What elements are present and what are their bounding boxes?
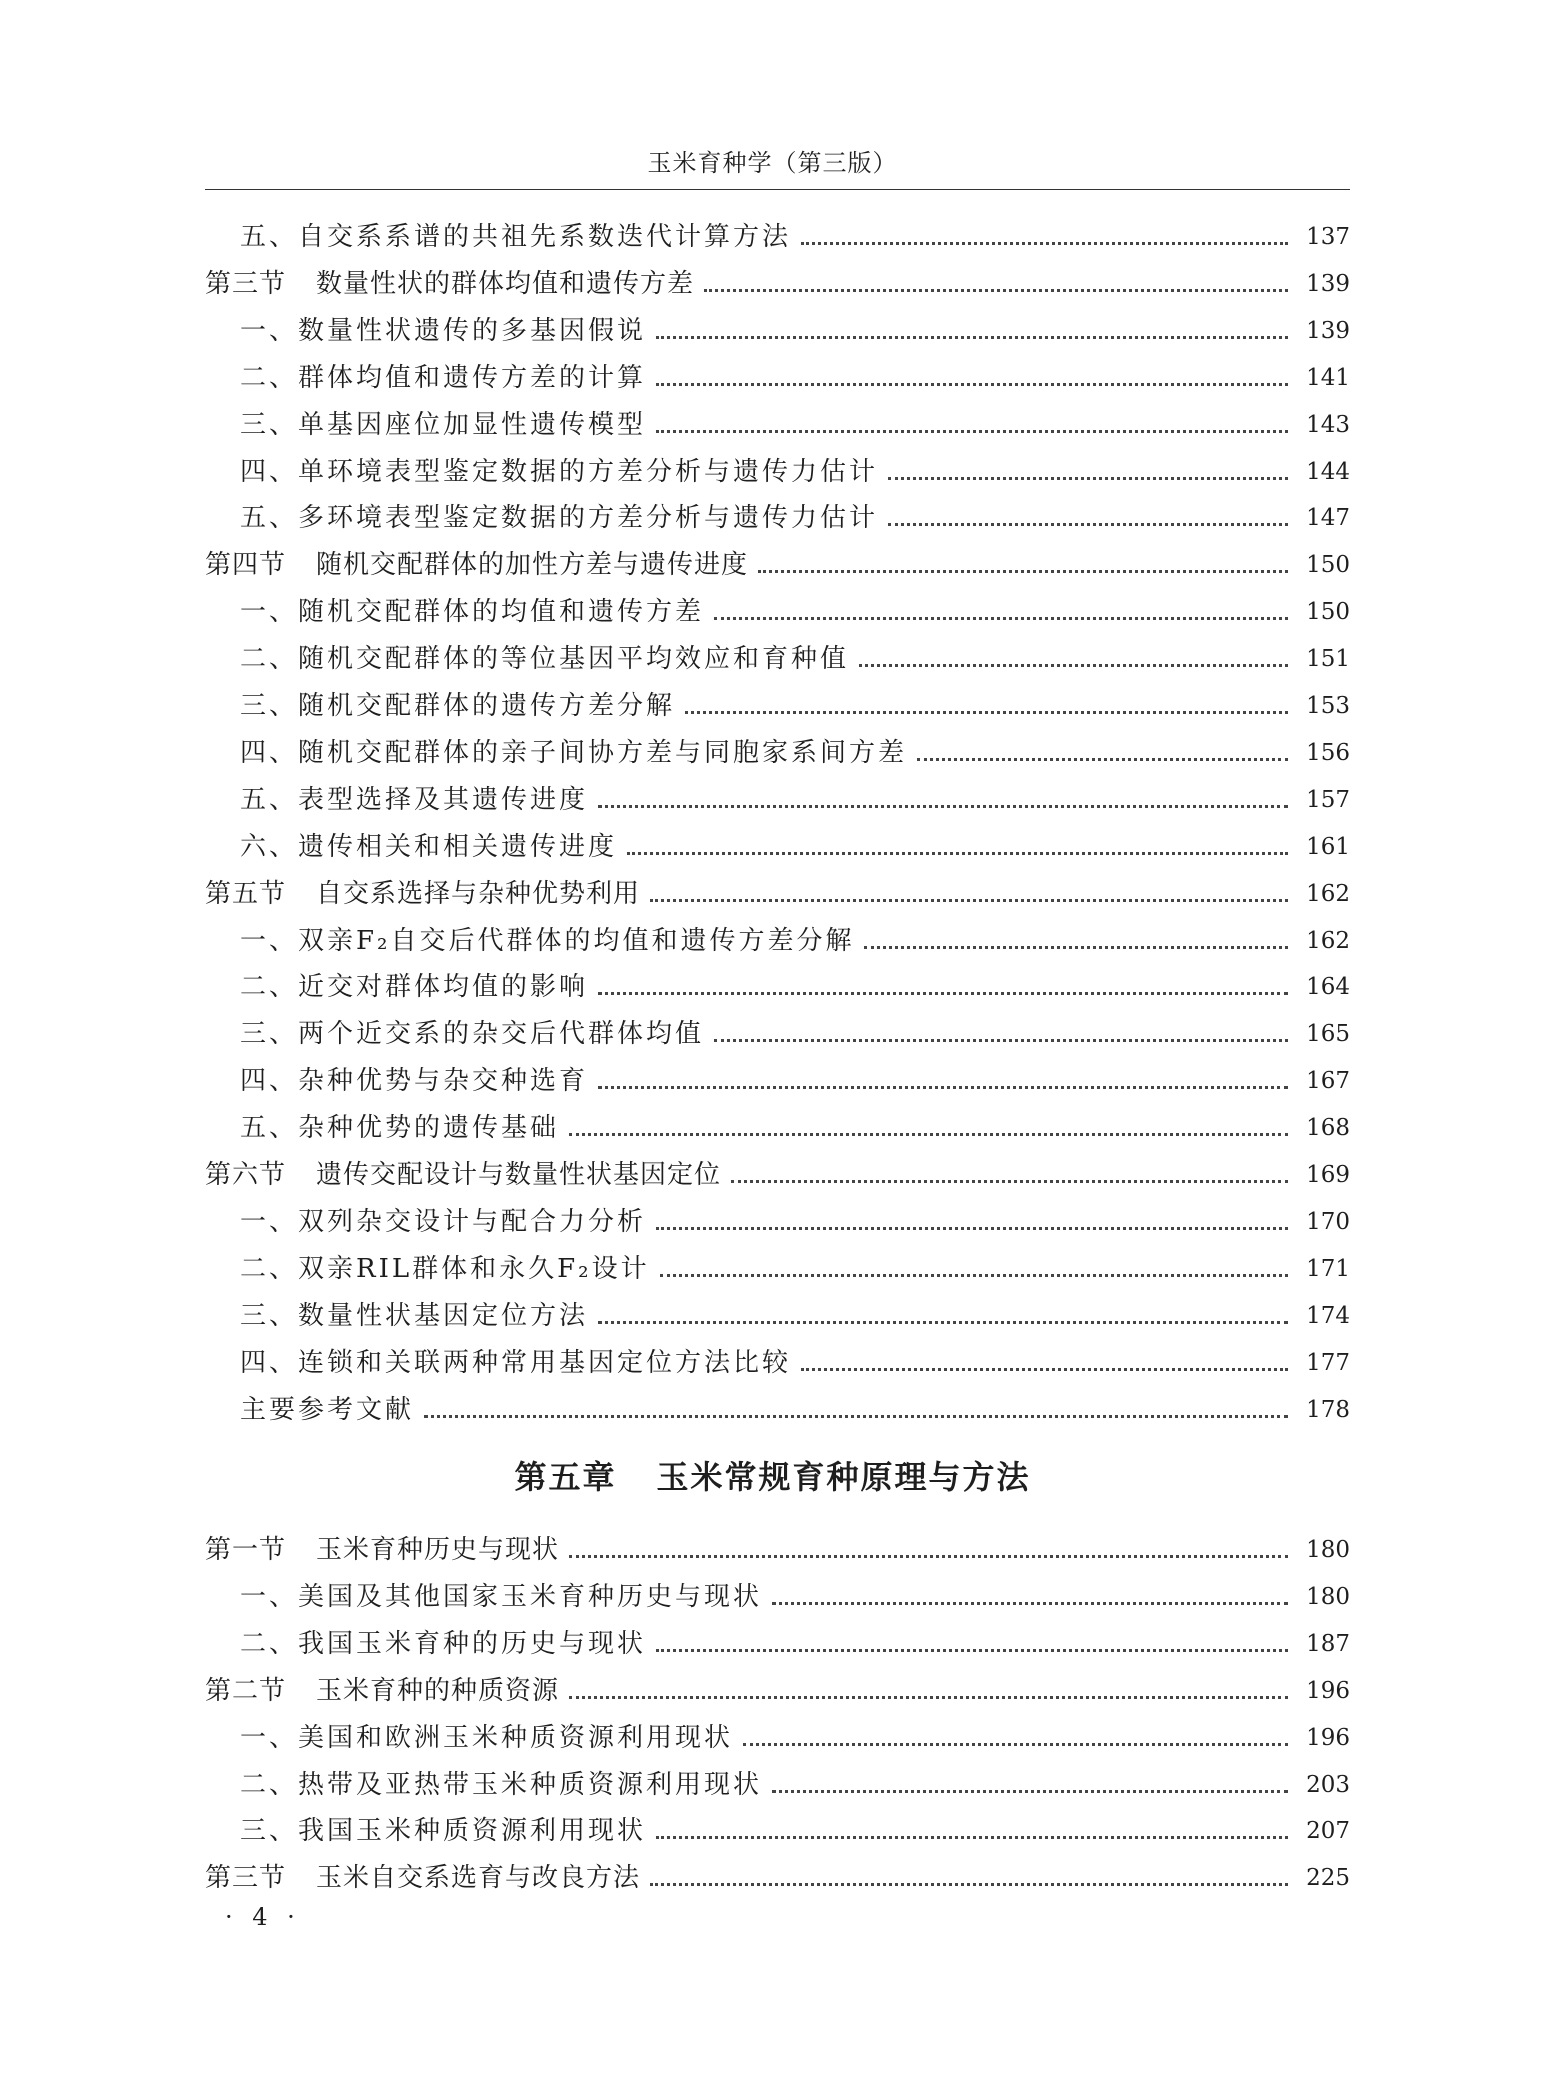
toc-entry-number: 三、	[240, 691, 299, 721]
toc-entry-row	[240, 1718, 1350, 1758]
toc-entry-title: 自交系选择与杂种优势利用	[316, 878, 641, 909]
dot-leader	[801, 1368, 1288, 1371]
toc-entry-title: 随机交配群体的亲子间协方差与同胞家系间方差	[298, 737, 908, 768]
toc-entry-title: 主要参考文献	[240, 1394, 415, 1425]
toc-entry-label	[240, 217, 791, 257]
toc-entry-label	[240, 1296, 588, 1336]
toc-entry-label	[240, 405, 646, 445]
dot-leader	[656, 336, 1288, 339]
toc-section-row	[205, 1671, 1350, 1711]
toc-entry-number: 四、	[240, 1066, 299, 1097]
chapter-number: 第五章	[514, 1458, 617, 1496]
toc-page-number: 168	[1306, 1115, 1350, 1142]
toc-entry-label	[240, 733, 907, 773]
toc-entry-number: 五、	[240, 222, 299, 252]
toc-page-number: 180	[1306, 1537, 1350, 1563]
toc-entry-number: 三、	[240, 1300, 299, 1331]
toc-entry-row	[240, 686, 1350, 726]
toc-entry-row	[240, 733, 1350, 773]
toc-entry-row	[240, 780, 1350, 820]
toc-entry-row	[240, 358, 1350, 398]
toc-entry-number: 一、	[240, 597, 299, 628]
toc-entry-title: 两个近交系的杂交后代群体均值	[298, 1019, 705, 1050]
toc-page-number: 164	[1306, 974, 1350, 1001]
dot-leader	[627, 852, 1288, 855]
toc-entry-label	[240, 780, 588, 820]
toc-entry-number: 四、	[240, 1347, 299, 1378]
toc-entry-label	[240, 1014, 704, 1054]
toc-section-row	[205, 545, 1350, 585]
toc-entry-label	[240, 1343, 791, 1383]
toc-entry-number: 三、	[240, 1816, 299, 1847]
toc-entry-label	[240, 1108, 559, 1148]
toc-page-number: 139	[1306, 270, 1350, 297]
toc-entry-number: 二、	[240, 1628, 299, 1659]
toc-entry-number: 第三节	[205, 268, 287, 299]
toc-entry-title: 随机交配群体的等位基因平均效应和育种值	[298, 644, 850, 675]
toc-entry-title: 群体均值和遗传方差的计算	[298, 362, 647, 393]
toc-entry-label	[240, 498, 878, 538]
toc-section-row	[205, 874, 1350, 914]
dot-leader	[569, 1555, 1288, 1558]
toc-entry-number: 五、	[240, 784, 299, 815]
toc-entry-label	[240, 1577, 762, 1617]
toc-entry-row	[240, 1296, 1350, 1336]
toc-entry-number: 第四节	[205, 550, 287, 581]
toc-page-number: 196	[1306, 1724, 1350, 1751]
toc-entry-title: 数量性状的群体均值和遗传方差	[316, 268, 695, 299]
toc-entry-title: 双亲RIL群体和永久F₂设计	[298, 1253, 650, 1284]
toc-page-number: 150	[1306, 552, 1350, 579]
toc-entry-title: 杂种优势与杂交种选育	[298, 1066, 589, 1097]
toc-page-number: 143	[1306, 411, 1350, 438]
toc-entry-number: 二、	[240, 972, 299, 1003]
toc-entry-label	[240, 452, 878, 492]
toc-entry-number: 一、	[240, 1206, 299, 1237]
toc-section-row	[205, 264, 1350, 304]
toc-page-number: 156	[1306, 739, 1350, 766]
toc-entry-number: 四、	[240, 737, 299, 768]
dot-leader	[598, 1321, 1288, 1324]
toc-entry-label	[240, 1765, 762, 1805]
toc-entry-label	[205, 1671, 559, 1711]
toc-page-number: 187	[1306, 1630, 1350, 1657]
toc-entry-title: 我国玉米育种的历史与现状	[298, 1628, 647, 1659]
toc-section-row	[205, 1155, 1350, 1195]
toc-entry-row	[240, 1108, 1350, 1148]
toc-page-number: 153	[1306, 693, 1350, 719]
toc-entry-label	[205, 1858, 640, 1898]
toc-entry-number: 第五节	[205, 878, 287, 909]
toc-entry-title: 数量性状遗传的多基因假说	[298, 315, 647, 346]
toc-section-row	[205, 1858, 1350, 1898]
toc-entry-label	[240, 1811, 646, 1851]
dot-leader	[650, 1883, 1288, 1886]
dot-leader	[859, 664, 1288, 667]
dot-leader	[650, 899, 1288, 902]
toc-page-number: 162	[1306, 880, 1350, 907]
toc-entry-title: 热带及亚热带玉米种质资源利用现状	[298, 1769, 763, 1800]
toc-entry-label	[205, 1155, 721, 1195]
toc-entry-title: 遗传相关和相关遗传进度	[298, 831, 618, 862]
toc-entry-number: 四、	[240, 456, 299, 487]
toc-page-number: 139	[1306, 317, 1350, 344]
toc-entry-title: 我国玉米种质资源利用现状	[298, 1816, 647, 1847]
toc-entry-number: 第三节	[205, 1863, 287, 1894]
toc-entry-number: 一、	[240, 925, 299, 956]
toc-entry-label	[240, 1718, 733, 1758]
toc-entry-title: 多环境表型鉴定数据的方差分析与遗传力估计	[298, 503, 879, 534]
dot-leader	[743, 1743, 1288, 1746]
toc-entry-title: 遗传交配设计与数量性状基因定位	[316, 1160, 722, 1190]
toc-entry-number: 三、	[240, 1019, 299, 1050]
toc-entry-label	[240, 1390, 414, 1430]
dot-leader	[801, 242, 1288, 245]
toc-entry-label	[240, 639, 849, 679]
toc-page-number: 207	[1306, 1818, 1350, 1845]
toc-page-number: 137	[1306, 224, 1350, 250]
toc-page-number: 170	[1306, 1208, 1350, 1235]
toc-entry-label	[240, 311, 646, 351]
toc-page-number: 147	[1306, 505, 1350, 532]
toc-entry-number: 六、	[240, 831, 299, 862]
toc-entry-title: 随机交配群体的均值和遗传方差	[298, 597, 705, 628]
dot-leader	[656, 1649, 1288, 1652]
toc-entry-title: 数量性状基因定位方法	[298, 1300, 589, 1331]
toc-entry-title: 单基因座位加显性遗传模型	[298, 409, 647, 440]
toc-entry-label	[240, 1061, 588, 1101]
toc-page-number: 165	[1306, 1021, 1350, 1048]
toc-entry-row	[240, 452, 1350, 492]
dot-leader	[598, 1086, 1288, 1089]
dot-leader	[685, 711, 1288, 714]
toc-page-number: 171	[1306, 1255, 1350, 1282]
toc-page-number: 157	[1306, 786, 1350, 813]
toc-entry-number: 五、	[240, 1113, 299, 1144]
toc-entry-row	[240, 1811, 1350, 1851]
chapter-title: 玉米常规育种原理与方法	[656, 1458, 1031, 1496]
toc-entry-title: 杂种优势的遗传基础	[298, 1113, 560, 1144]
toc-entry-title: 自交系系谱的共祖先系数迭代计算方法	[298, 222, 792, 252]
toc-entry-number: 第二节	[205, 1675, 287, 1706]
toc-entry-title: 连锁和关联两种常用基因定位方法比较	[298, 1347, 792, 1378]
toc-entry-row	[240, 1577, 1350, 1617]
toc-page-number: 161	[1306, 833, 1350, 860]
toc-page-number: 162	[1306, 927, 1350, 954]
toc-entry-title: 玉米育种的种质资源	[316, 1675, 560, 1706]
toc-entry-row	[240, 311, 1350, 351]
toc-entry-label	[240, 1624, 646, 1664]
toc-entry-row	[240, 967, 1350, 1007]
toc-entry-row	[240, 592, 1350, 632]
toc-entry-number: 五、	[240, 503, 299, 534]
toc-page-number: 167	[1306, 1068, 1350, 1095]
toc-entry-row	[240, 1014, 1350, 1054]
dot-leader	[424, 1415, 1288, 1418]
toc-entry-title: 随机交配群体的遗传方差分解	[298, 691, 676, 721]
toc-entry-number: 一、	[240, 1581, 299, 1612]
toc-entry-row	[240, 1390, 1350, 1430]
toc-entry-label	[240, 1202, 646, 1242]
toc-page-number: 178	[1306, 1396, 1350, 1423]
dot-leader	[656, 1227, 1288, 1230]
toc-entry-label	[240, 358, 646, 398]
toc-entry-number: 二、	[240, 1769, 299, 1800]
dot-leader	[758, 570, 1288, 573]
toc-entry-number: 二、	[240, 362, 299, 393]
toc-entry-label	[240, 827, 617, 867]
toc-entry-row	[240, 405, 1350, 445]
toc-entry-label	[205, 874, 640, 914]
toc-entry-title: 表型选择及其遗传进度	[298, 784, 589, 815]
header-rule	[205, 189, 1350, 190]
toc-entry-number: 三、	[240, 409, 299, 440]
toc-page-number: 180	[1306, 1583, 1350, 1610]
toc-entry-title: 玉米育种历史与现状	[316, 1535, 560, 1565]
toc-entry-row	[240, 1624, 1350, 1664]
dot-leader	[888, 477, 1288, 480]
toc-entry-row	[240, 217, 1350, 257]
dot-leader	[656, 430, 1288, 433]
dot-leader	[598, 805, 1288, 808]
toc-page-number: 174	[1306, 1302, 1350, 1329]
dot-leader	[917, 758, 1288, 761]
toc-entry-label	[205, 264, 694, 304]
toc-page-number: 196	[1306, 1677, 1350, 1704]
toc-entry-title: 单环境表型鉴定数据的方差分析与遗传力估计	[298, 456, 879, 487]
toc-entry-title: 美国及其他国家玉米育种历史与现状	[298, 1581, 763, 1612]
dot-leader	[656, 1836, 1288, 1839]
toc-page-number: 177	[1306, 1349, 1350, 1376]
toc-entry-title: 近交对群体均值的影响	[298, 972, 589, 1003]
toc-entry-number: 二、	[240, 1253, 299, 1284]
toc-entry-row	[240, 921, 1350, 961]
toc-entry-row	[240, 1061, 1350, 1101]
toc-entry-number: 第六节	[205, 1160, 287, 1190]
toc-entry-label	[240, 592, 704, 632]
dot-leader	[714, 1039, 1288, 1042]
dot-leader	[569, 1696, 1288, 1699]
dot-leader	[660, 1274, 1288, 1277]
dot-leader	[731, 1180, 1288, 1183]
toc-entry-number: 一、	[240, 1722, 299, 1753]
running-header: 玉米育种学（第三版）	[647, 149, 898, 177]
toc-page-number: 225	[1306, 1865, 1350, 1892]
toc-page-number: 203	[1306, 1771, 1350, 1798]
toc-entry-row	[240, 1343, 1350, 1383]
toc-page-number: 169	[1306, 1162, 1350, 1188]
toc-entry-title: 随机交配群体的加性方差与遗传进度	[316, 550, 749, 581]
toc-page-number: 151	[1306, 646, 1350, 673]
toc-entry-row	[240, 1249, 1350, 1289]
dot-leader	[888, 523, 1288, 526]
toc-entry-title: 玉米自交系选育与改良方法	[316, 1863, 641, 1894]
toc-page-number: 141	[1306, 364, 1350, 391]
toc-entry-label	[205, 1530, 559, 1570]
toc-entry-row	[240, 639, 1350, 679]
toc-entry-label	[240, 1249, 650, 1289]
toc-entry-title: 美国和欧洲玉米种质资源利用现状	[298, 1722, 734, 1753]
toc-entry-row	[240, 498, 1350, 538]
toc-entry-title: 双列杂交设计与配合力分析	[298, 1206, 647, 1237]
dot-leader	[864, 946, 1288, 949]
toc-entry-label	[240, 967, 588, 1007]
page-folio: · 4 ·	[225, 1903, 301, 1931]
toc-entry-number: 第一节	[205, 1535, 287, 1565]
toc-entry-title: 双亲F₂自交后代群体的均值和遗传方差分解	[298, 925, 855, 956]
dot-leader	[772, 1602, 1288, 1605]
dot-leader	[656, 383, 1288, 386]
toc-section-row	[205, 1530, 1350, 1570]
toc-entry-number: 一、	[240, 315, 299, 346]
toc-entry-label	[205, 545, 748, 585]
dot-leader	[714, 617, 1288, 620]
toc-entry-label	[240, 686, 675, 726]
toc-entry-number: 二、	[240, 644, 299, 675]
toc-page-number: 150	[1306, 599, 1350, 626]
dot-leader	[704, 289, 1288, 292]
toc-entry-label	[240, 921, 854, 961]
toc-entry-row	[240, 1765, 1350, 1805]
dot-leader	[772, 1790, 1288, 1793]
dot-leader	[569, 1133, 1288, 1136]
toc-entry-row	[240, 1202, 1350, 1242]
toc-page-number: 144	[1306, 458, 1350, 485]
dot-leader	[598, 992, 1288, 995]
chapter-heading	[0, 1452, 1545, 1498]
toc-entry-row	[240, 827, 1350, 867]
